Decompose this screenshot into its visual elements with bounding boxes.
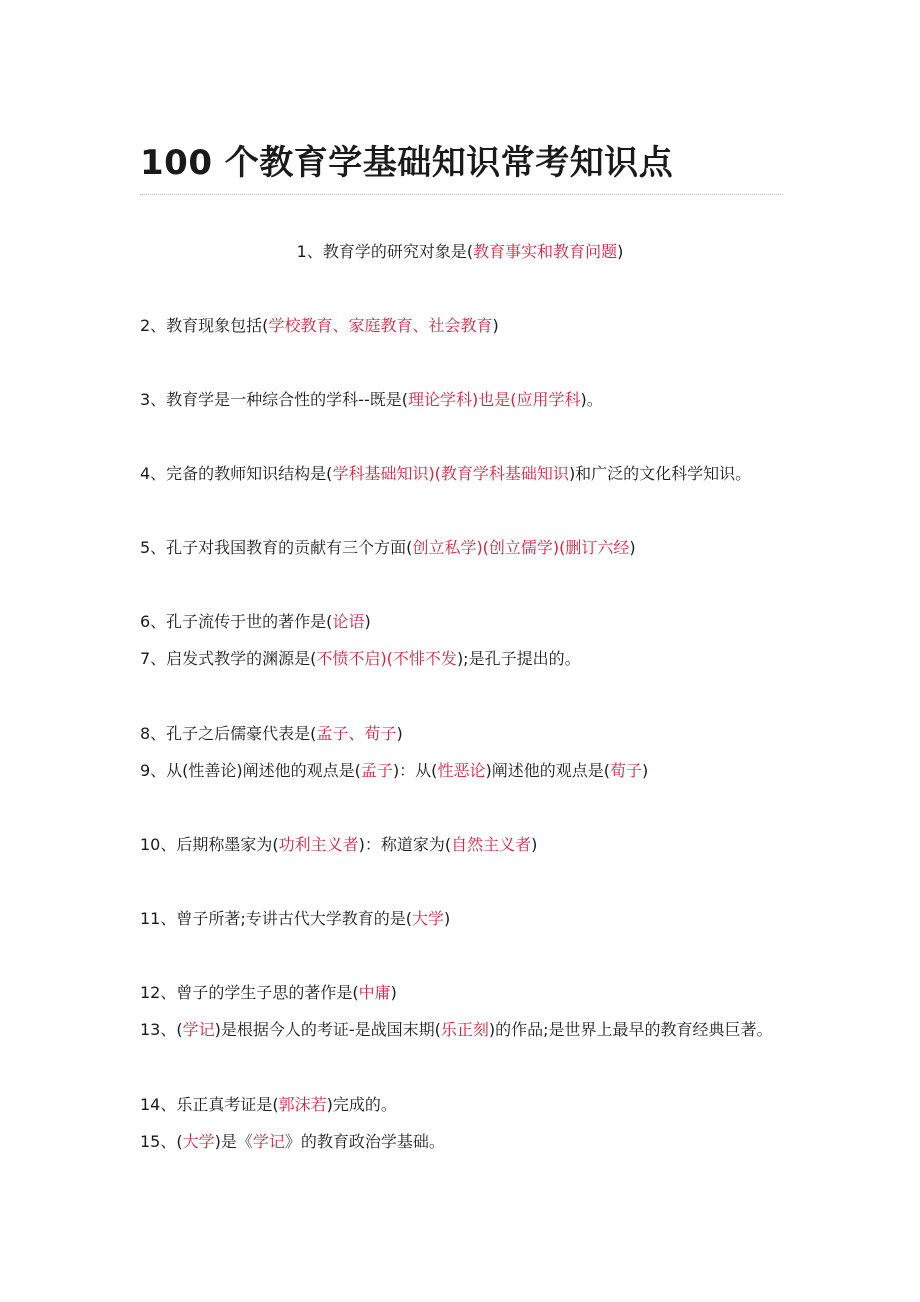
question-text: ) <box>492 316 499 335</box>
question-text: ) <box>629 538 636 557</box>
question-text: ) <box>396 724 403 743</box>
question-text: 9、从(性善论)阐述他的观点是( <box>140 761 361 780</box>
list-item <box>140 759 648 783</box>
list-item <box>140 981 397 1005</box>
question-text: ) <box>531 835 538 854</box>
answer-highlight: 创立私学)(创立儒学)(删订六经 <box>412 538 630 557</box>
question-text: ) <box>617 242 624 261</box>
question-text: )：从( <box>392 761 438 780</box>
list-item <box>140 833 537 857</box>
page-title: 100 个教育学基础知识常考知识点 <box>140 143 674 183</box>
list-item <box>140 1018 773 1042</box>
question-text: )完成的。 <box>326 1095 397 1114</box>
answer-highlight: 自然主义者 <box>451 835 532 854</box>
answer-highlight: 性恶论 <box>437 761 486 780</box>
answer-highlight: 乐正刻 <box>440 1020 489 1039</box>
question-text: 》的教育政治学基础。 <box>284 1132 445 1151</box>
answer-highlight: 中庸 <box>358 983 391 1002</box>
question-text: 13、( <box>140 1020 183 1039</box>
list-item <box>140 462 751 486</box>
answer-highlight: 大学 <box>412 909 445 928</box>
question-text: )是根据今人的考证-是战国末期( <box>214 1020 441 1039</box>
question-text: )：称道家为( <box>358 835 452 854</box>
answer-highlight: 孟子 <box>360 761 393 780</box>
question-text: 2、教育现象包括( <box>140 316 269 335</box>
question-text: 4、完备的教师知识结构是( <box>140 464 333 483</box>
list-item <box>140 1093 397 1117</box>
answer-highlight: 学记 <box>252 1132 285 1151</box>
title-divider <box>140 194 783 195</box>
answer-highlight: 荀子 <box>609 761 642 780</box>
answer-highlight: 学记 <box>182 1020 215 1039</box>
question-text: 14、乐正真考证是( <box>140 1095 279 1114</box>
question-text: ) <box>641 761 649 780</box>
list-item <box>140 536 636 560</box>
list-item <box>140 722 403 746</box>
list-item <box>140 907 450 931</box>
question-text: )。 <box>580 390 603 409</box>
question-text: )是《 <box>214 1132 253 1151</box>
question-text: 11、曾子所著;专讲古代大学教育的是( <box>140 909 412 928</box>
answer-highlight: 不愤不启)(不悱不发 <box>316 649 457 668</box>
list-item <box>0 240 920 264</box>
list-item <box>140 1130 445 1154</box>
list-item <box>140 314 499 338</box>
question-text: 5、孔子对我国教育的贡献有三个方面( <box>140 538 413 557</box>
question-text: 1、教育学的研究对象是( <box>296 242 474 261</box>
question-text: );是孔子提出的。 <box>456 649 581 668</box>
question-text: 10、后期称墨家为( <box>140 835 279 854</box>
answer-highlight: 论语 <box>332 612 365 631</box>
answer-highlight: 学校教育、家庭教育、社会教育 <box>268 316 493 335</box>
question-text: 8、孔子之后儒豪代表是( <box>140 724 317 743</box>
question-text: ) <box>364 612 371 631</box>
answer-highlight: 郭沫若 <box>278 1095 327 1114</box>
question-text: 6、孔子流传于世的著作是( <box>140 612 333 631</box>
list-item <box>140 647 581 671</box>
question-text: 12、曾子的学生子思的著作是( <box>140 983 359 1002</box>
answer-highlight: 学科基础知识)(教育学科基础知识 <box>332 464 569 483</box>
question-text: 7、启发式教学的渊源是( <box>140 649 317 668</box>
question-text: 15、( <box>140 1132 183 1151</box>
question-text: )阐述他的观点是( <box>485 761 610 780</box>
question-text: )的作品;是世界上最早的教育经典巨著。 <box>488 1020 773 1039</box>
list-item <box>140 610 371 634</box>
answer-highlight: 功利主义者 <box>278 835 359 854</box>
answer-highlight: 大学 <box>182 1132 215 1151</box>
answer-highlight: 理论学科)也是(应用学科 <box>407 390 581 409</box>
list-item <box>140 388 603 412</box>
question-text: 3、教育学是一种综合性的学科--既是( <box>140 390 408 409</box>
answer-highlight: 教育事实和教育问题 <box>473 242 618 261</box>
question-text: ) <box>390 983 397 1002</box>
question-text: ) <box>444 909 451 928</box>
question-text: )和广泛的文化科学知识。 <box>568 464 752 483</box>
answer-highlight: 孟子、荀子 <box>316 724 397 743</box>
